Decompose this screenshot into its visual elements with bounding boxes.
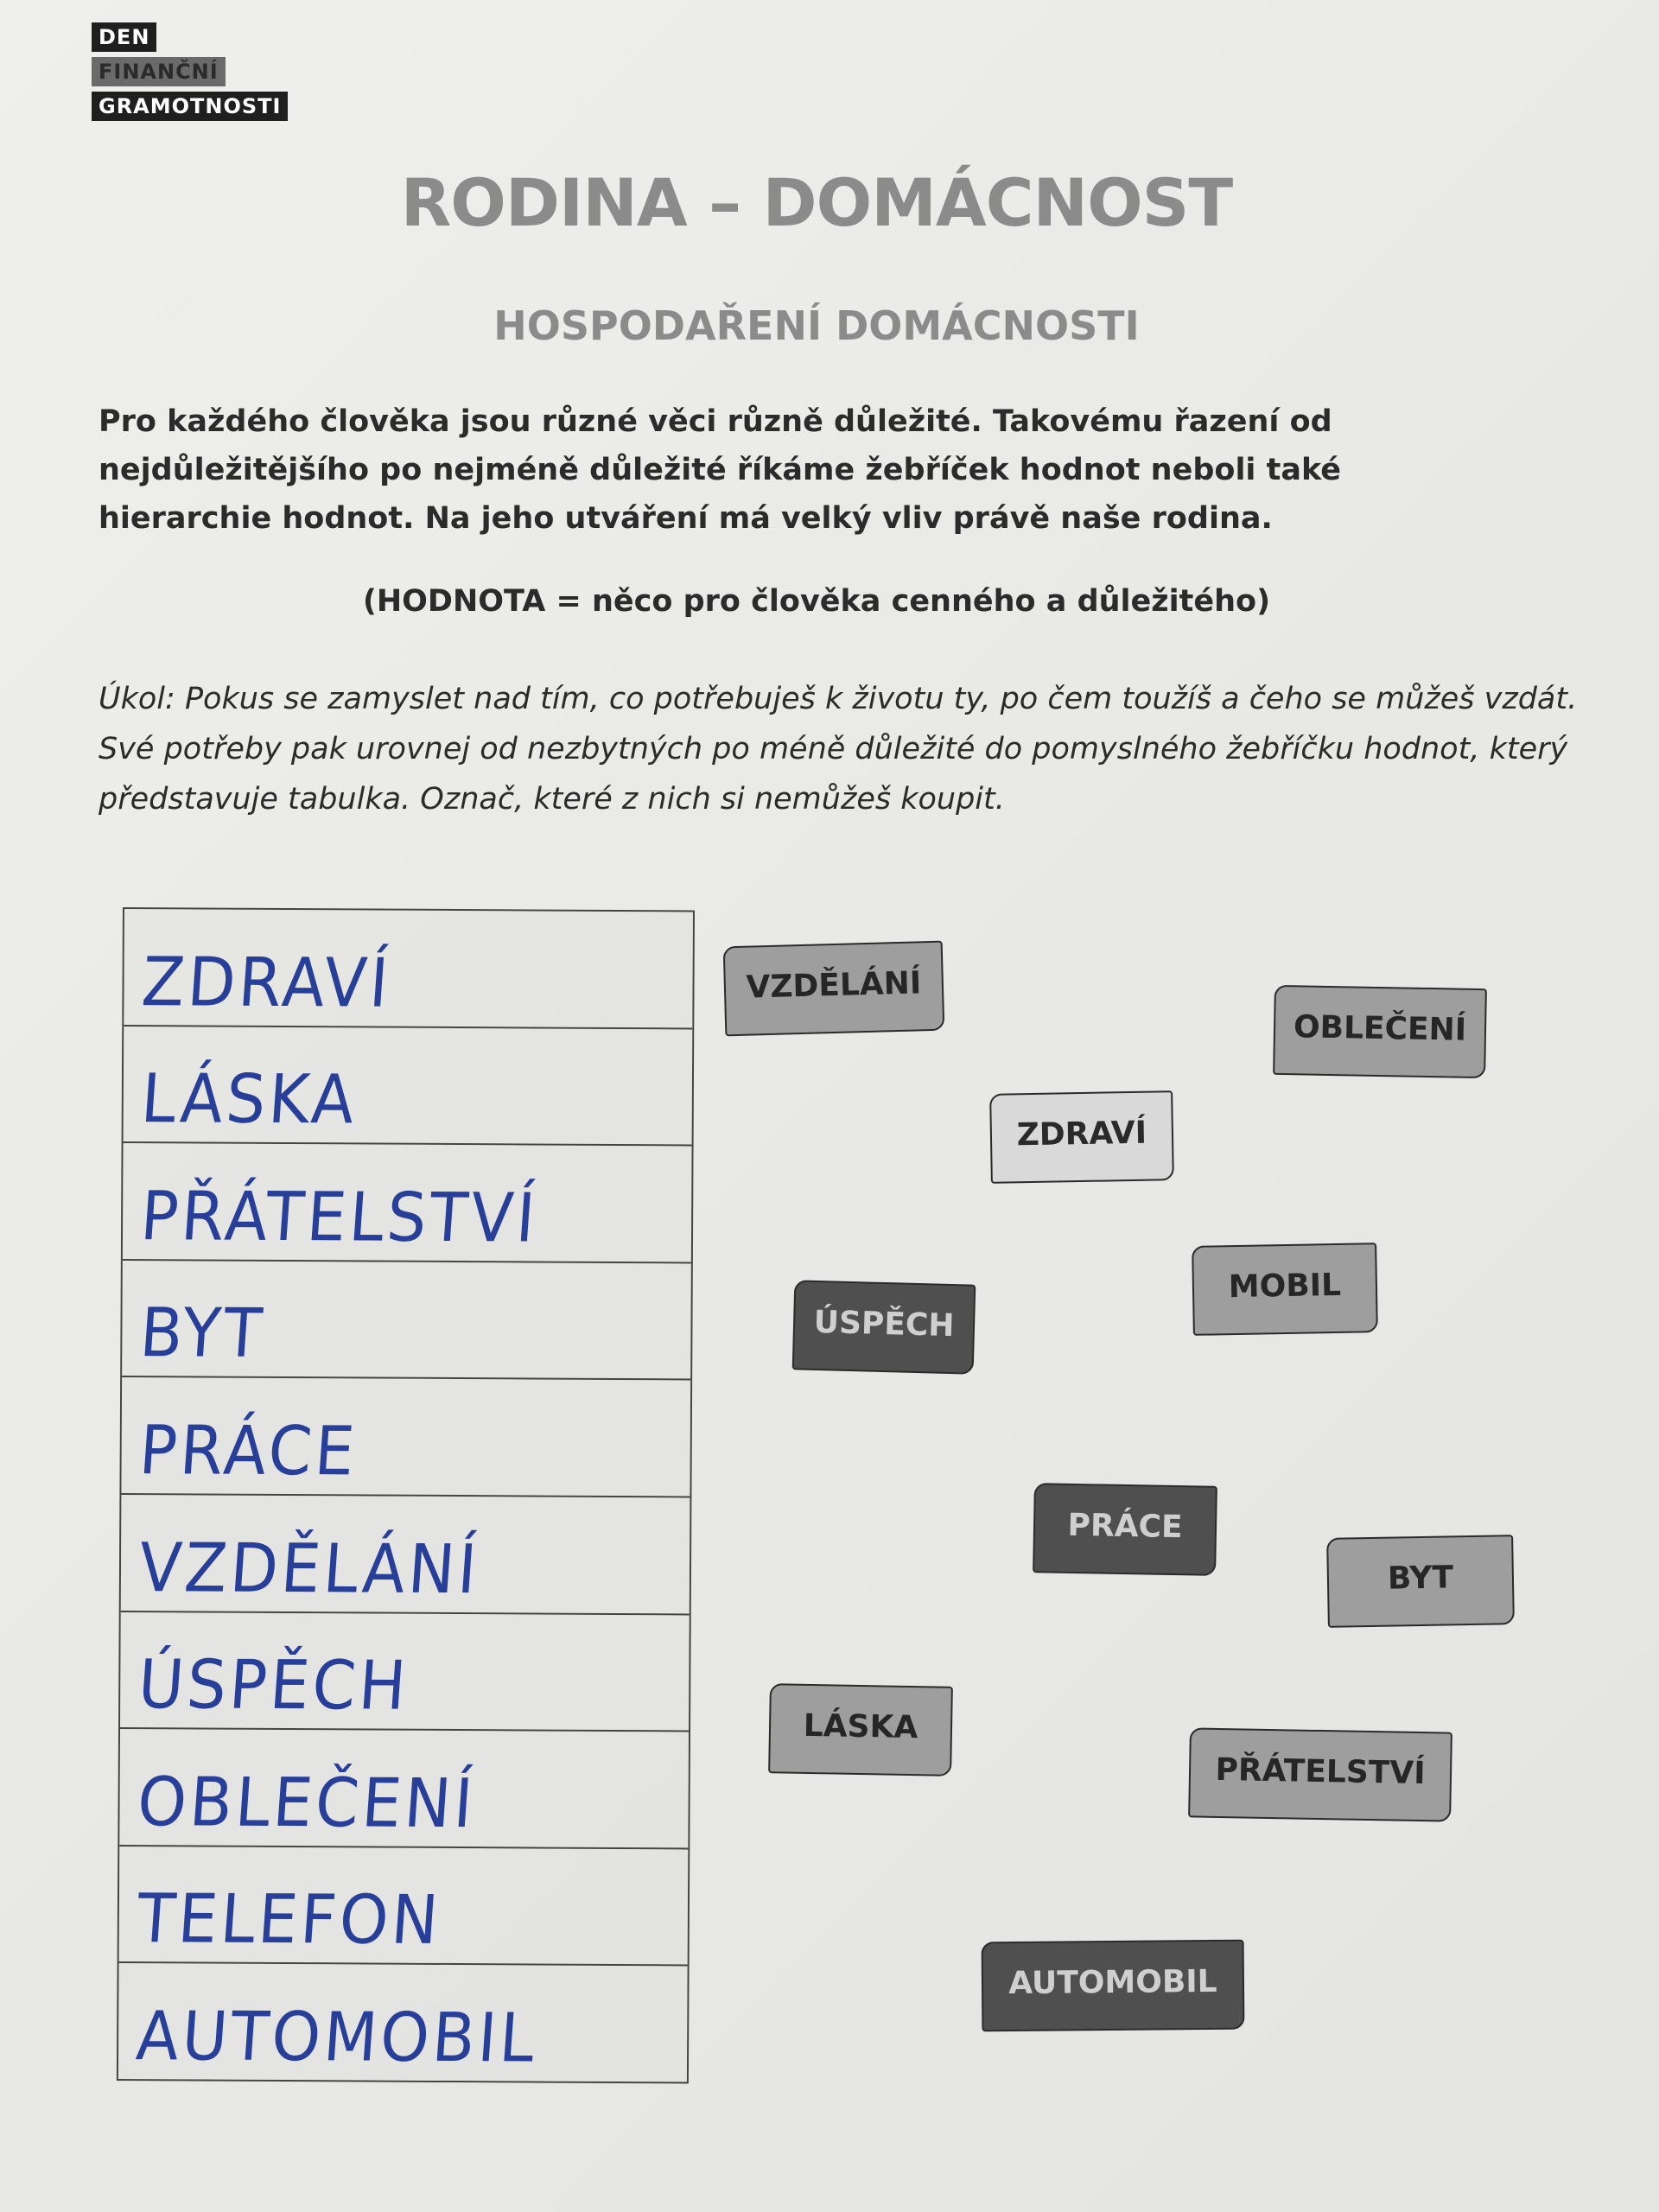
ladder-entry: TELEFON [134, 1880, 444, 1961]
card-mobil[interactable]: MOBIL [1192, 1243, 1378, 1336]
ladder-entry: ÚSPĚCH [136, 1646, 412, 1726]
ladder-row[interactable] [120, 1612, 690, 1732]
intro-paragraph: Pro každého člověka jsou různé věci různě důležité. Takovému řazení od nejdůležitějšího po nejméně důležité říkáme žebříček hodnot neboli také hierarchie hodnot. Na jeho utváření má velký vliv právě naše rodina. [99, 404, 1342, 536]
logo-line-financni: FINANČNÍ [92, 57, 226, 86]
ladder-entry: VZDĚLÁNÍ [136, 1529, 482, 1609]
ladder-entry: PŘÁTELSTVÍ [137, 1177, 541, 1258]
ladder-row[interactable] [118, 1963, 688, 2082]
value-definition: (HODNOTA = něco pro člověka cenného a důležitého) [362, 584, 1271, 619]
ladder-row[interactable] [119, 1729, 689, 1849]
card-prace[interactable]: PRÁCE [1033, 1483, 1217, 1576]
card-byt[interactable]: BYT [1326, 1535, 1515, 1628]
ladder-row[interactable] [124, 1027, 693, 1147]
values-ladder-table [117, 907, 695, 2083]
card-pratelstvi[interactable]: PŘÁTELSTVÍ [1188, 1727, 1452, 1821]
ladder-entry: BYT [137, 1294, 268, 1374]
task-paragraph: Úkol: Pokus se zamyslet nad tím, co potřebuješ k životu ty, po čem toužíš a čeho se můžeš vzdát. Své potřeby pak urovnej od nezbytných po méně důležité do pomyslného žebříčku hodnot, který představuje tabulka. Označ, které z nich si nemůžeš koupit. [99, 682, 1578, 817]
ladder-row[interactable] [121, 1377, 690, 1497]
card-laska[interactable]: LÁSKA [768, 1683, 953, 1777]
ladder-entry: PRÁCE [137, 1412, 360, 1491]
ladder-row[interactable] [121, 1495, 690, 1615]
ladder-row[interactable] [123, 1143, 692, 1263]
logo-line-den: DEN [92, 22, 156, 52]
card-automobil[interactable]: AUTOMOBIL [982, 1940, 1245, 2032]
ladder-row[interactable] [122, 1261, 691, 1381]
ladder-row[interactable] [119, 1847, 689, 1967]
card-zdravi[interactable]: ZDRAVÍ [989, 1090, 1174, 1184]
page-subtitle: HOSPODAŘENÍ DOMÁCNOSTI [493, 302, 1140, 349]
page-title: RODINA – DOMÁCNOST [400, 164, 1233, 241]
ladder-entry: LÁSKA [138, 1060, 360, 1140]
card-vzdelani[interactable]: VZDĚLÁNÍ [723, 941, 945, 1037]
ladder-entry: AUTOMOBIL [133, 1998, 540, 2078]
ladder-entry: OBLEČENÍ [135, 1763, 479, 1843]
card-obleceni[interactable]: OBLEČENÍ [1273, 985, 1487, 1078]
logo-line-gramotnosti: GRAMOTNOSTI [92, 92, 288, 121]
logo [92, 22, 288, 126]
ladder-entry: ZDRAVÍ [139, 943, 394, 1023]
ladder-row[interactable] [124, 909, 693, 1029]
card-uspech[interactable]: ÚSPĚCH [792, 1280, 976, 1374]
